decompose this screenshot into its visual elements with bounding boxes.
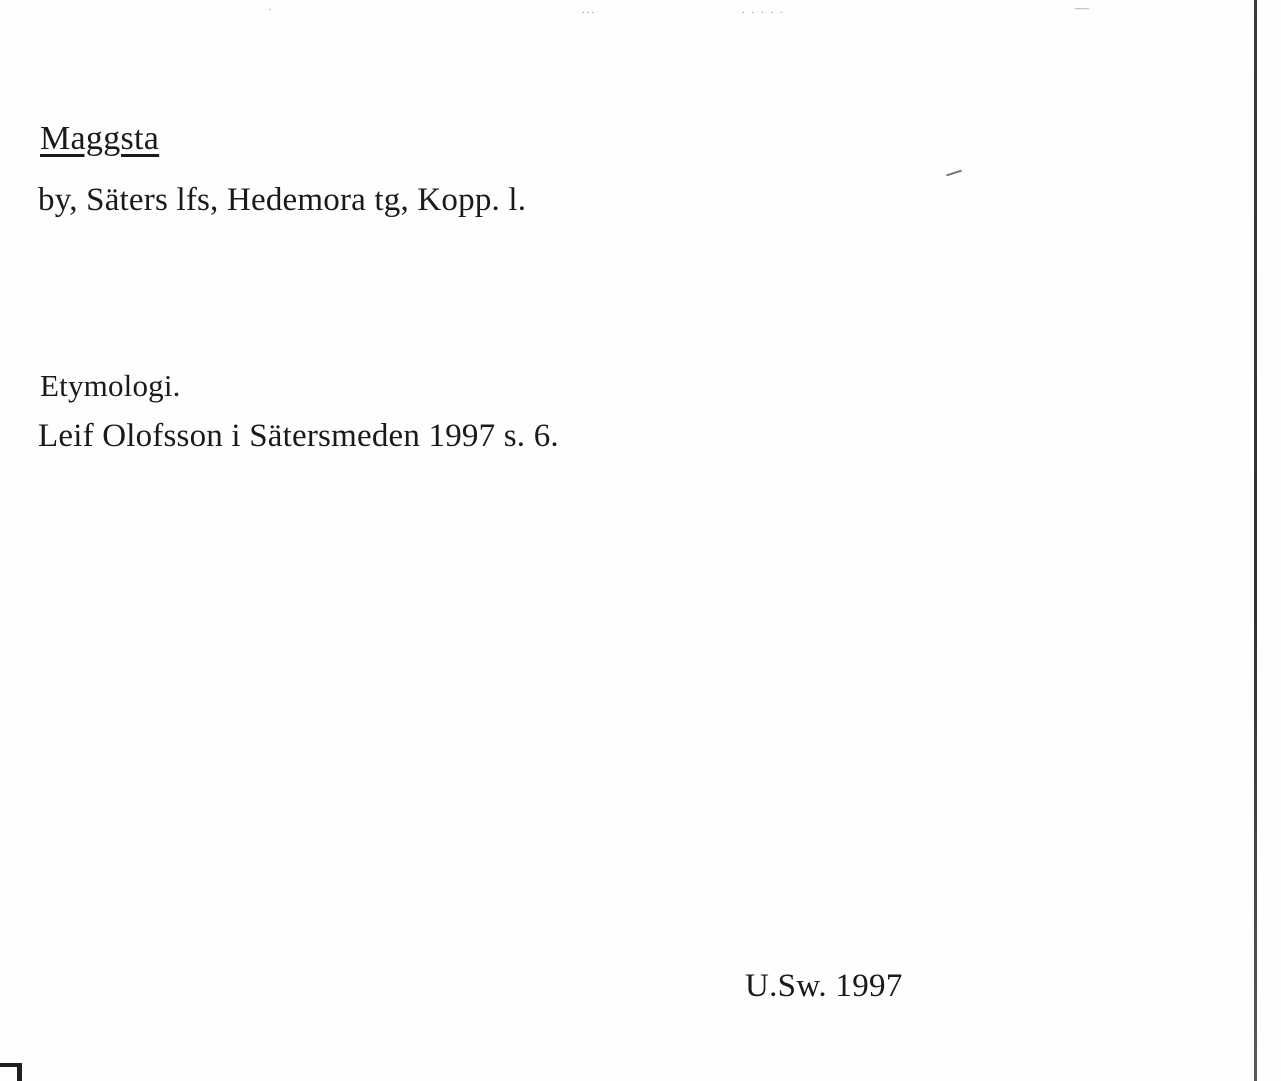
section-heading-etymology: Etymologi. [40,368,181,403]
scan-speck-dash-edge: — [1075,1,1091,16]
bibliographic-reference: Leif Olofsson i Sätersmeden 1997 s. 6. [38,418,559,454]
scan-speck-dashes-right: . . . . . [742,4,785,16]
stray-pen-mark-icon [946,170,962,177]
place-description: by, Säters lfs, Hedemora tg, Kopp. l. [38,182,527,218]
card-edge-line [1254,0,1257,1081]
scan-speck-dot: · [268,4,274,16]
page-title: Maggsta [40,120,160,157]
source-stamp: U.Sw. 1997 [745,968,903,1004]
scan-speck-dashes-left: ... [582,4,597,16]
crop-registration-mark-icon [0,1051,26,1081]
